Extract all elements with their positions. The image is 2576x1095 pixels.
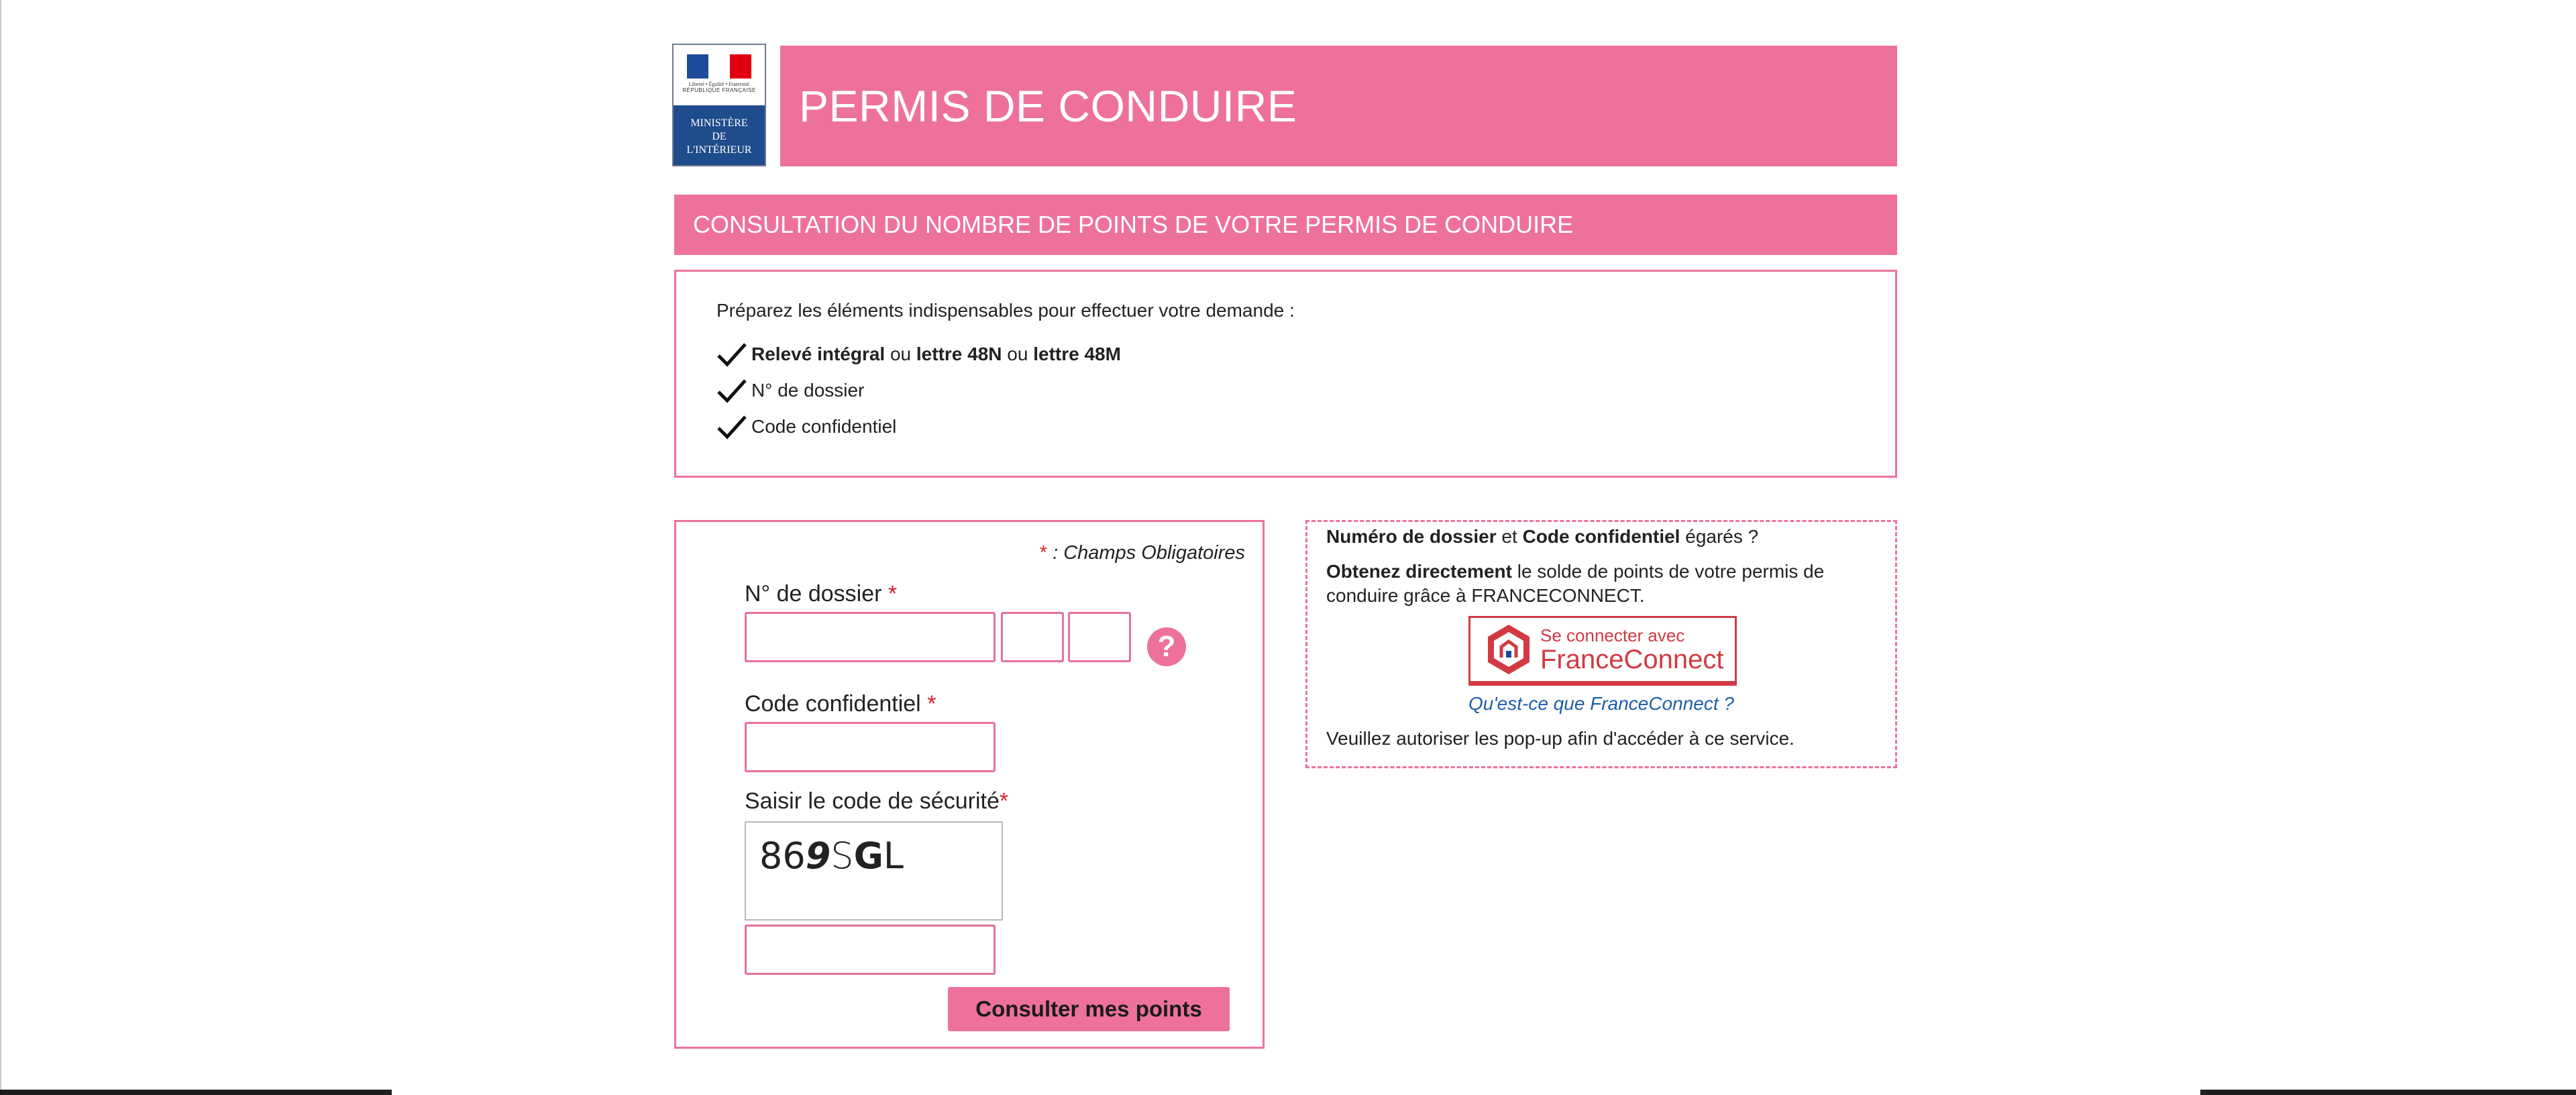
window-left-edge — [0, 0, 1, 1095]
logo-ministry-line3: L'INTÉRIEUR — [686, 144, 752, 156]
dossier-label: N° de dossier * — [745, 581, 898, 607]
consult-points-button[interactable]: Consulter mes points — [948, 987, 1230, 1031]
window-bottom-edge-left — [0, 1090, 392, 1095]
dossier-input-part3[interactable] — [1068, 612, 1131, 662]
fc-button-small-text: Se connecter avec — [1540, 625, 1685, 645]
franceconnect-button-text — [1540, 625, 1723, 674]
login-form — [674, 520, 1265, 1049]
dossier-input-part2[interactable] — [1001, 612, 1064, 662]
prerequisites-box — [674, 270, 1897, 478]
security-code-input[interactable] — [745, 925, 996, 975]
page-title: PERMIS DE CONDUIRE — [799, 81, 1297, 131]
code-input[interactable] — [745, 722, 996, 772]
captcha-image: 869SGL — [745, 821, 1003, 921]
logo-top — [674, 45, 765, 99]
fc-popup-note: Veuillez autoriser les pop-up afin d'accéder à ce service. — [1326, 728, 1794, 749]
window-bottom-edge-right — [2200, 1090, 2576, 1095]
prerequisite-code-text: Code confidentiel — [751, 416, 897, 437]
logo-ministry-block — [674, 105, 765, 166]
logo-motto: Liberté • Égalité • Fraternité — [688, 81, 750, 87]
checkmark-icon — [716, 377, 747, 404]
header-banner — [780, 46, 1897, 166]
french-flag-icon — [687, 54, 751, 79]
fc-lost-credentials-text: Numéro de dossier et Code confidentiel égarés ? — [1326, 526, 1759, 547]
prerequisite-item-dossier — [716, 372, 1895, 409]
franceconnect-button[interactable] — [1468, 616, 1737, 683]
checkmark-icon — [716, 341, 747, 368]
section-title: CONSULTATION DU NOMBRE DE POINTS DE VOTRE PERMIS DE CONDUIRE — [693, 211, 1574, 238]
logo-republic: RÉPUBLIQUE FRANÇAISE — [682, 87, 756, 93]
what-is-franceconnect-link[interactable]: Qu'est-ce que FranceConnect ? — [1468, 693, 1734, 714]
logo-ministry-line2: DE — [712, 130, 727, 142]
section-banner — [674, 195, 1897, 255]
franceconnect-box — [1305, 520, 1897, 768]
logo-ministry-line1: MINISTÈRE — [690, 117, 748, 129]
checkmark-icon — [716, 413, 747, 440]
franceconnect-logo-icon — [1485, 623, 1532, 676]
prerequisite-item-code — [716, 409, 1895, 445]
prerequisites-intro: Préparez les éléments indispensables pour effectuer votre demande : — [716, 300, 1295, 321]
help-question-icon[interactable]: ? — [1147, 627, 1186, 666]
required-fields-note: * : Champs Obligatoires — [1039, 542, 1245, 564]
security-code-label: Saisir le code de sécurité* — [745, 788, 1009, 814]
fc-description-text: Obtenez directement le solde de points de votre permis de conduire grâce à FRANCECONNECT. — [1326, 561, 1825, 606]
prerequisite-documents-text: Relevé intégral ou lettre 48N ou lettre 48M — [751, 344, 1121, 364]
dossier-input-part1[interactable] — [745, 612, 996, 662]
fc-button-big-text: FranceConnect — [1540, 645, 1724, 674]
prerequisite-dossier-text: N° de dossier — [751, 380, 865, 401]
ministry-logo — [672, 44, 766, 166]
code-label: Code confidentiel * — [745, 691, 936, 717]
prerequisite-item-documents — [716, 336, 1895, 372]
